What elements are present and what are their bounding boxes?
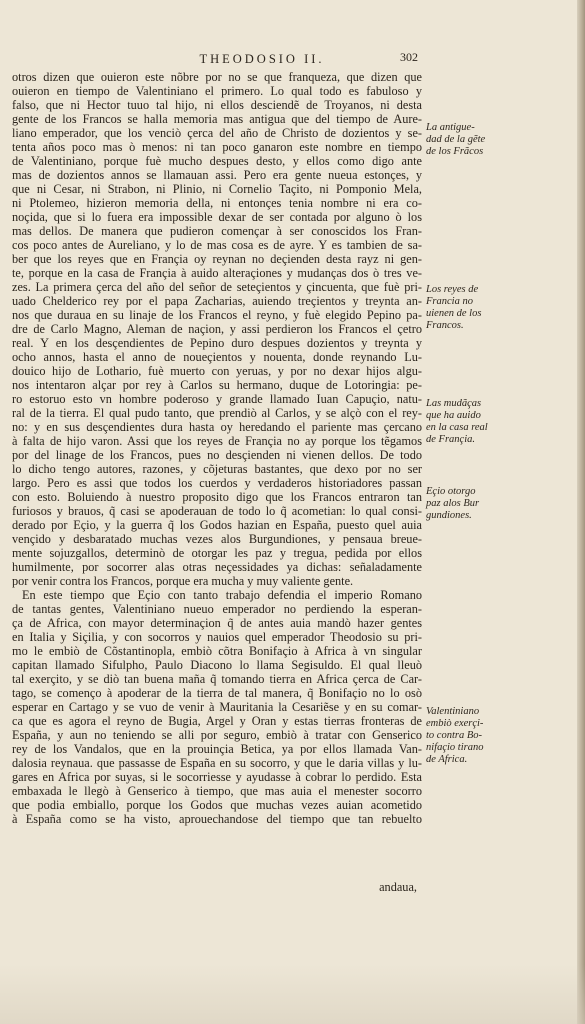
text-line: largo. Pero es assi que todos los cuerdos y verdaderos historiadores passan — [12, 476, 422, 490]
text-line: España, y aun no teniendo se alli por seguro, embiò à tratar con Genserico — [12, 728, 422, 742]
text-line: ocho annos, hasta el anno de noueçientos y nouenta, donde reynando Lu- — [12, 350, 422, 364]
text-line: tal exerçito, y se diò tan buena maña q̃ tomando tierra en Africa çerca de Car- — [12, 672, 422, 686]
text-line: uado Chelderico rey por el papa Zacharias, auiendo treçientos y treynta an- — [12, 294, 422, 308]
running-head: THEODOSIO II. — [199, 52, 325, 66]
margin-note-line: en la casa real — [426, 422, 488, 433]
text-line: no: y en sus desçendientes dura hasta oy heredando el pariente mas çercano — [12, 420, 422, 434]
text-line: esperar en Cartago y se vuo de venir à Mauritania la Cesariẽse y en su comar- — [12, 700, 422, 714]
margin-note-ecio — [426, 486, 566, 522]
margin-note-reyes — [426, 284, 566, 332]
text-line: ro estoruo esto vn hombre poderoso y grande llamado Iuan Capuçio, natu- — [12, 392, 422, 406]
margin-note-line: to contra Bo- — [426, 730, 482, 741]
text-line: mas dellos. De manera que pudieron començar à ser conoscidos los Fran- — [12, 224, 422, 238]
text-line: dalosia reynaua. que passasse de España en su socorro, y que le daria villas y lu- — [12, 756, 422, 770]
margin-note-line: dad de la gẽte — [426, 134, 486, 145]
text-line: por venir contra los Francos, porque era mucha y muy valiente gente. — [12, 574, 354, 588]
text-line: te, porque en la casa de Françia à auido alteraçiones y mudanças dos ò tres ve- — [12, 266, 422, 280]
text-line: falso, que ni Hector tuuo tal hijo, ni ellos desciendẽ de Troyanos, ni desta — [12, 98, 422, 112]
text-line: noçida, que si lo fuera era impossible dexar de ser contada por alguno ò los — [12, 210, 422, 224]
page-number: 302 — [400, 50, 418, 64]
margin-note-line: de los Frãcos — [426, 146, 484, 157]
text-line: mas de dozientos annos se llamauan assi. Pero era gente nueua estonçes, y — [12, 168, 422, 182]
text-line: liano emperador, que los venciò çerca del año de Christo de dozientos y se- — [12, 126, 422, 140]
text-line: de Valentiniano, porque fuè mucho despues desto, y ellos como digo ante — [12, 154, 422, 168]
margin-note-line: Francos. — [426, 320, 464, 331]
text-line: à falta de hijo varon. Assi que los reyes de Françia no ay porque los tẽgamos — [12, 434, 422, 448]
text-line: ouieron en tiempo de Valentiniano el primero. Lo qual todo es fabuloso y — [12, 84, 422, 98]
margin-note-line: gundiones. — [426, 510, 472, 521]
text-line: ni Ptolemeo, hizieron memoria della, ni entonçes tenia nombre ni era co- — [12, 196, 422, 210]
margin-note-line: Los reyes de — [426, 284, 479, 295]
text-line: humilmente, por socorrer alas otras neçessidades ya dichas: señaladamente — [12, 560, 422, 574]
margin-note-line: que ha auido — [426, 410, 481, 421]
text-line: à España como se ha visto, aprouechandose del tiempo que tan rebuelto — [12, 812, 422, 826]
page-edge — [577, 0, 585, 1024]
text-line: nos que duraua en su linaje de los Francos el reyno, y fuè elegido Pepino pa- — [12, 308, 422, 322]
text-line: vençido y desbaratado muchas vezes alos Burgundiones, y pensaua breue- — [12, 532, 422, 546]
margin-note-line: de Françia. — [426, 434, 475, 445]
margin-note-line: Valentiniano — [426, 706, 480, 717]
catchword: andaua, — [379, 880, 417, 894]
text-line: con esto. Boluiendo à nuestro proposito digo que los Francos entraron tan — [12, 490, 422, 504]
main-text — [12, 70, 422, 826]
margin-note-line: La antigue- — [426, 122, 475, 133]
margin-note-valentiniano — [426, 706, 566, 766]
text-line: mente sojuzgallos, determinò de otorgar les paz y tregua, pedida por ellos — [12, 546, 422, 560]
text-line: douico hijo de Lothario, fuè muerto con yeruas, y por no dexar hijos algu- — [12, 364, 422, 378]
text-line: ca que es agora el reyno de Bugia, Argel y Oran y estas tierras fronteras de — [12, 714, 422, 728]
text-line: embaxada le llegò à Genserico à tiempo, que mas auia el menester socorro — [12, 784, 422, 798]
text-line: dre de Carlo Magno, Aleman de naçion, y assi perdieron los Francos el çetro — [12, 322, 422, 336]
text-line: ber que los reyes que en Françia oy reynan no deçienden desta rayz ni gen- — [12, 252, 422, 266]
text-line: de tantas gentes, Valentiniano nueuo emperador no perdiendo la esperan- — [12, 602, 422, 616]
margin-note-mudancas — [426, 398, 566, 446]
text-line: que podia embiallo, porque los Godos que muchas vezes auian acometido — [12, 798, 422, 812]
margin-note-line: uienen de los — [426, 308, 482, 319]
margin-note-antiguedad — [426, 122, 566, 158]
text-line: otros dizen que ouieron este nõbre por no se que franqueza, que dizen que — [12, 70, 422, 84]
text-line: tago, se començo à apoderar de la tierra de tal manera, q̃ Bonifaçio no lo osò — [12, 686, 422, 700]
margin-note-line: paz alos Bur — [426, 498, 480, 509]
text-line: ça de Africa, con mayor determinaçion q̃ de antes auia mandò hazer gentes — [12, 616, 422, 630]
text-line: lo dicho tengo autores, razones, y cõjeturas bastantes, que dexo por no ser — [12, 462, 422, 476]
margin-note-line: Eçio otorgo — [426, 486, 476, 497]
text-line: tenta años poco mas ò menos: ni tan poco ganaron este nombre en tiempo — [12, 140, 422, 154]
text-line: mo le embiò de Cõstantinopla, embiò cõtra Bonifaçio à Africa à vn singular — [12, 644, 422, 658]
margin-note-line: de Africa. — [426, 754, 468, 765]
page-shadow — [0, 964, 585, 1024]
margin-note-line: Las mudãças — [426, 398, 482, 409]
text-line: capitan llamado Sifulpho, Paulo Diacono lo llama Segisuldo. El qual lleuò — [12, 658, 422, 672]
margin-note-line: Francia no — [426, 296, 473, 307]
text-line: rey de los Vandalos, que en la prouinçia Betica, ya por ellos llamada Van- — [12, 742, 422, 756]
text-line: que ni Cesar, ni Strabon, ni Plinio, ni Cornelio Taçito, ni Pomponio Mela, — [12, 182, 422, 196]
text-line: furiosos y brauos, q̃ casi se apoderauan de todo lo q̃ acometian: lo qual consi- — [12, 504, 422, 518]
margin-note-line: embiò exerçi- — [426, 718, 484, 729]
text-line: cos poco antes de Aureliano, y lo de mas cosa es de ayre. Y es tambien de sa- — [12, 238, 422, 252]
text-line: por del linage de los Francos, pues no desçienden ni vienen dellos. De todo — [12, 448, 422, 462]
margin-note-line: nifaçio tirano — [426, 742, 484, 753]
text-line: derado por Eçio, y la guerra q̃ los Godos hazian en España, puesto quel auia — [12, 518, 422, 532]
text-line: gares en Africa por suyas, si le socorriesse y ayudasse à cobrar lo perdido. Esta — [12, 770, 422, 784]
text-line: nos intentaron alçar por rey à Carlos su hermano, duque de Lotoringia: pe- — [12, 378, 422, 392]
text-line: en Italia y Siçilia, y con socorros y nauios quel emperador Theodosio su pri- — [12, 630, 422, 644]
text-line: En este tiempo que Eçio con tanto trabajo defendia el imperio Romano — [22, 588, 422, 602]
text-line: real. Y en los desçendientes de Pepino duro despues dozientos y treynta y — [12, 336, 422, 350]
text-line: gente de los Francos se halla memoria mas antigua que del tiempo de Aure- — [12, 112, 422, 126]
text-line: ral de la tierra. El qual pudo tanto, que prendiò al Carlos, y se alçò con el rey- — [12, 406, 422, 420]
text-line: zes. La primera çerca del año del señor de seteçientos y çincuenta, que fuè pri- — [12, 280, 422, 294]
